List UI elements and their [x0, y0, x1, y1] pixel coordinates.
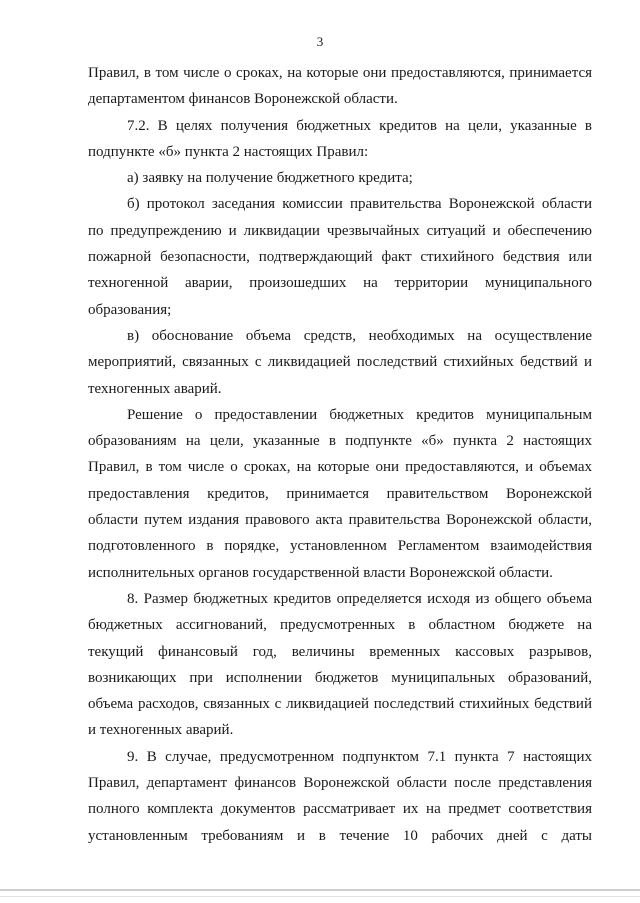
paragraph [88, 60, 592, 113]
text-line: Решение о предоставлении бюджетных кредитов муниципальным [127, 406, 592, 423]
paragraph [88, 744, 592, 849]
page-bottom-edge [0, 889, 640, 891]
paragraph [88, 165, 592, 191]
text-line: и техногенных аварий. [88, 722, 234, 739]
page-number: 3 [316, 34, 324, 49]
text-line: мероприятий, связанных с ликвидацией последствий стихийных бедствий и [88, 354, 592, 371]
text-line: образованиям на цели, указанные в подпункте «б» пункта 2 настоящих [88, 433, 592, 450]
text-line: текущий финансовый год, величины временных кассовых разрывов, [88, 643, 592, 660]
text-line: бюджетных ассигнований, предусмотренных в областном бюджете на [88, 617, 592, 634]
text-line: в) обоснование объема средств, необходимых на осуществление [127, 327, 592, 344]
text-line: пожарной безопасности, подтверждающий факт стихийного бедствия или [88, 249, 592, 266]
paragraph [88, 323, 592, 402]
text-line: 7.2. В целях получения бюджетных кредитов на цели, указанные в [127, 117, 592, 134]
text-line: подпункте «б» пункта 2 настоящих Правил: [88, 143, 369, 160]
text-line: 8. Размер бюджетных кредитов определяется исходя из общего объема [127, 590, 592, 607]
paragraph [88, 402, 592, 586]
text-line: б) протокол заседания комиссии правительства Воронежской области [127, 196, 592, 213]
text-line: техногенных аварий. [88, 380, 222, 397]
text-line: Правил, в том числе о сроках, на которые они предоставляются, и объемах [88, 459, 592, 476]
text-line: возникающих при исполнении бюджетов муниципальных образований, [88, 669, 592, 686]
text-line: техногенной аварии, произошедших на территории муниципального [88, 275, 592, 292]
text-line: Правил, в том числе о сроках, на которые они предоставляются, принимается [88, 65, 592, 81]
text-line: по предупреждению и ликвидации чрезвычайных ситуаций и обеспечению [88, 222, 592, 239]
text-line: объема расходов, связанных с ликвидацией последствий стихийных бедствий [88, 696, 592, 713]
text-line: департаментом финансов Воронежской области. [88, 91, 398, 108]
text-line: подготовленного в порядке, установленном Регламентом взаимодействия [88, 538, 592, 555]
text-line: исполнительных органов государственной власти Воронежской области. [88, 564, 553, 581]
paragraph [88, 586, 592, 744]
text-line: предоставления кредитов, принимается правительством Воронежской [88, 485, 592, 502]
text-line: Правил, департамент финансов Воронежской области после представления [88, 775, 592, 792]
text-line: области путем издания правового акта правительства Воронежской области, [88, 512, 592, 529]
text-line: образования; [88, 301, 172, 318]
text-line: а) заявку на получение бюджетного кредита; [127, 170, 413, 187]
text-line: установленным требованиям и в течение 10 рабочих дней с даты [88, 827, 592, 844]
paragraph [88, 113, 592, 166]
text-line: 9. В случае, предусмотренном подпунктом 7.1 пункта 7 настоящих [127, 748, 592, 765]
text-line: полного комплекта документов рассматривает их на предмет соответствия [88, 801, 592, 818]
paragraph [88, 191, 592, 322]
document-body [88, 60, 592, 849]
page-bottom-edge-shadow [0, 896, 640, 897]
